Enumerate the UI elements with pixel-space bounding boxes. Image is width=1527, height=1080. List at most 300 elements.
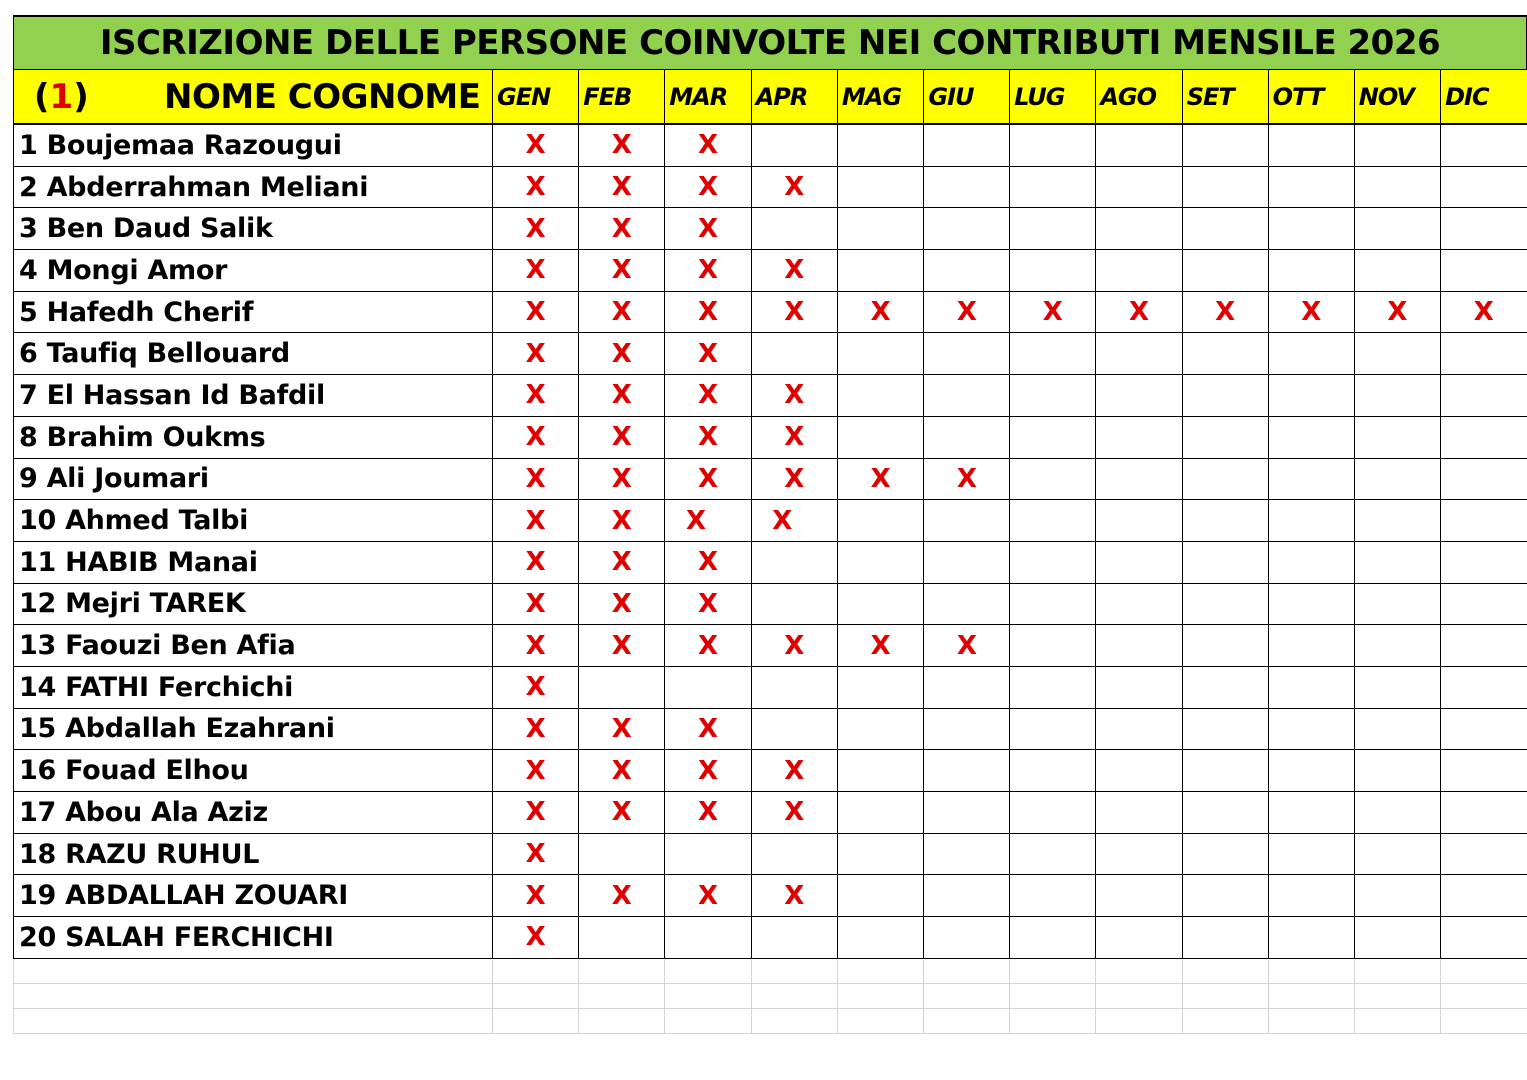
month-header-apr[interactable]: APR [751, 70, 837, 125]
month-cell-ago[interactable] [1096, 458, 1182, 500]
month-cell-ago[interactable] [1096, 708, 1182, 750]
month-cell-nov[interactable] [1354, 250, 1440, 292]
empty-cell[interactable] [1010, 983, 1096, 1008]
month-cell-dic[interactable] [1441, 583, 1527, 625]
month-cell-set[interactable] [1182, 708, 1268, 750]
empty-cell[interactable] [924, 958, 1010, 983]
person-name-cell[interactable]: 10 Ahmed Talbi [14, 500, 493, 542]
month-cell-set[interactable] [1182, 166, 1268, 208]
empty-cell[interactable] [579, 1008, 665, 1033]
month-cell-nov[interactable] [1354, 917, 1440, 959]
month-cell-apr[interactable] [751, 458, 837, 500]
month-cell-lug[interactable] [1010, 124, 1096, 166]
person-name-cell[interactable]: 2 Abderrahman Meliani [14, 166, 493, 208]
month-cell-giu[interactable] [924, 708, 1010, 750]
month-cell-set[interactable] [1182, 124, 1268, 166]
month-cell-dic[interactable] [1441, 541, 1527, 583]
month-cell-feb[interactable] [579, 333, 665, 375]
month-cell-ago[interactable] [1096, 166, 1182, 208]
month-cell-lug[interactable] [1010, 792, 1096, 834]
month-cell-set[interactable] [1182, 541, 1268, 583]
month-cell-ago[interactable] [1096, 375, 1182, 417]
month-cell-mag[interactable] [837, 750, 924, 792]
month-cell-giu[interactable] [924, 833, 1010, 875]
month-cell-dic[interactable] [1441, 500, 1527, 542]
month-cell-apr[interactable] [751, 124, 837, 166]
empty-cell[interactable] [14, 983, 493, 1008]
month-cell-nov[interactable] [1354, 833, 1440, 875]
month-header-giu[interactable]: GIU [924, 70, 1010, 125]
month-cell-nov[interactable] [1354, 792, 1440, 834]
month-cell-mag[interactable] [837, 541, 924, 583]
month-cell-apr[interactable] [751, 291, 837, 333]
month-cell-giu[interactable] [924, 917, 1010, 959]
month-cell-mag[interactable] [837, 124, 924, 166]
month-cell-apr[interactable] [751, 166, 837, 208]
month-cell-nov[interactable] [1354, 166, 1440, 208]
month-cell-apr[interactable] [751, 875, 837, 917]
month-cell-ott[interactable] [1268, 208, 1354, 250]
empty-cell[interactable] [837, 983, 924, 1008]
month-cell-set[interactable] [1182, 416, 1268, 458]
month-cell-mar[interactable] [665, 291, 751, 333]
month-cell-mag[interactable] [837, 792, 924, 834]
empty-cell[interactable] [1268, 983, 1354, 1008]
month-cell-dic[interactable] [1441, 666, 1527, 708]
month-cell-mar[interactable] [665, 666, 751, 708]
person-name-cell[interactable]: 7 El Hassan Id Bafdil [14, 375, 493, 417]
empty-cell[interactable] [1354, 958, 1440, 983]
person-name-cell[interactable]: 11 HABIB Manai [14, 541, 493, 583]
month-cell-lug[interactable] [1010, 708, 1096, 750]
month-cell-giu[interactable] [924, 250, 1010, 292]
month-cell-giu[interactable] [924, 750, 1010, 792]
month-cell-giu[interactable] [924, 500, 1010, 542]
month-cell-mag[interactable] [837, 250, 924, 292]
month-cell-gen[interactable] [493, 541, 579, 583]
name-column-header[interactable] [14, 70, 493, 125]
empty-cell[interactable] [579, 958, 665, 983]
month-cell-ott[interactable] [1268, 541, 1354, 583]
month-cell-set[interactable] [1182, 750, 1268, 792]
month-cell-dic[interactable] [1441, 416, 1527, 458]
month-cell-gen[interactable] [493, 333, 579, 375]
month-header-dic[interactable]: DIC [1441, 70, 1527, 125]
month-cell-dic[interactable] [1441, 124, 1527, 166]
month-cell-nov[interactable] [1354, 541, 1440, 583]
month-cell-mag[interactable] [837, 333, 924, 375]
month-cell-lug[interactable] [1010, 458, 1096, 500]
month-cell-gen[interactable] [493, 708, 579, 750]
month-cell-set[interactable] [1182, 333, 1268, 375]
month-cell-nov[interactable] [1354, 625, 1440, 667]
month-header-feb[interactable]: FEB [579, 70, 665, 125]
month-cell-gen[interactable] [493, 291, 579, 333]
empty-cell[interactable] [493, 958, 579, 983]
month-cell-gen[interactable] [493, 250, 579, 292]
month-cell-feb[interactable] [579, 875, 665, 917]
month-cell-giu[interactable] [924, 416, 1010, 458]
month-cell-feb[interactable] [579, 708, 665, 750]
month-cell-ott[interactable] [1268, 250, 1354, 292]
month-cell-nov[interactable] [1354, 875, 1440, 917]
month-cell-nov[interactable] [1354, 333, 1440, 375]
person-name-cell[interactable]: 14 FATHI Ferchichi [14, 666, 493, 708]
month-cell-mar[interactable] [665, 166, 751, 208]
empty-cell[interactable] [665, 983, 751, 1008]
month-cell-mar[interactable] [665, 875, 751, 917]
month-cell-giu[interactable] [924, 583, 1010, 625]
month-cell-giu[interactable] [924, 375, 1010, 417]
month-cell-giu[interactable] [924, 291, 1010, 333]
month-cell-feb[interactable] [579, 208, 665, 250]
month-cell-apr[interactable] [751, 250, 837, 292]
month-cell-nov[interactable] [1354, 124, 1440, 166]
month-cell-apr[interactable] [751, 541, 837, 583]
month-cell-feb[interactable] [579, 250, 665, 292]
month-cell-feb[interactable] [579, 458, 665, 500]
month-cell-mar[interactable] [665, 708, 751, 750]
empty-cell[interactable] [924, 1008, 1010, 1033]
month-cell-giu[interactable] [924, 541, 1010, 583]
month-cell-apr[interactable] [751, 375, 837, 417]
month-cell-mar[interactable] [665, 541, 751, 583]
empty-cell[interactable] [751, 958, 837, 983]
month-cell-mag[interactable] [837, 917, 924, 959]
month-cell-dic[interactable] [1441, 625, 1527, 667]
month-cell-gen[interactable] [493, 917, 579, 959]
month-cell-ago[interactable] [1096, 625, 1182, 667]
month-cell-apr[interactable] [751, 708, 837, 750]
month-cell-mar[interactable] [665, 583, 751, 625]
month-cell-ago[interactable] [1096, 333, 1182, 375]
month-cell-mar[interactable] [665, 750, 751, 792]
person-name-cell[interactable]: 1 Boujemaa Razougui [14, 124, 493, 166]
month-cell-apr[interactable] [751, 500, 837, 542]
month-cell-apr[interactable] [751, 792, 837, 834]
month-cell-lug[interactable] [1010, 833, 1096, 875]
month-cell-ago[interactable] [1096, 875, 1182, 917]
sheet-title[interactable]: ISCRIZIONE DELLE PERSONE COINVOLTE NEI CONTRIBUTI MENSILE 2026 [14, 16, 1527, 70]
month-cell-giu[interactable] [924, 458, 1010, 500]
empty-cell[interactable] [1096, 1008, 1182, 1033]
month-cell-set[interactable] [1182, 375, 1268, 417]
month-cell-apr[interactable] [751, 583, 837, 625]
month-cell-set[interactable] [1182, 917, 1268, 959]
empty-cell[interactable] [1096, 958, 1182, 983]
month-cell-ago[interactable] [1096, 500, 1182, 542]
month-cell-gen[interactable] [493, 375, 579, 417]
month-cell-ott[interactable] [1268, 416, 1354, 458]
person-name-cell[interactable]: 16 Fouad Elhou [14, 750, 493, 792]
month-cell-giu[interactable] [924, 875, 1010, 917]
empty-cell[interactable] [1010, 958, 1096, 983]
person-name-cell[interactable]: 12 Mejri TAREK [14, 583, 493, 625]
empty-cell[interactable] [837, 1008, 924, 1033]
month-cell-ago[interactable] [1096, 917, 1182, 959]
month-cell-ago[interactable] [1096, 416, 1182, 458]
month-cell-gen[interactable] [493, 124, 579, 166]
month-cell-gen[interactable] [493, 458, 579, 500]
month-cell-mar[interactable] [665, 208, 751, 250]
month-cell-feb[interactable] [579, 375, 665, 417]
month-cell-mar[interactable] [665, 917, 751, 959]
month-cell-ago[interactable] [1096, 666, 1182, 708]
empty-cell[interactable] [1441, 983, 1527, 1008]
empty-cell[interactable] [1182, 958, 1268, 983]
month-cell-ago[interactable] [1096, 291, 1182, 333]
month-cell-giu[interactable] [924, 792, 1010, 834]
month-cell-feb[interactable] [579, 750, 665, 792]
month-header-mag[interactable]: MAG [837, 70, 924, 125]
empty-cell[interactable] [1354, 1008, 1440, 1033]
month-cell-giu[interactable] [924, 208, 1010, 250]
month-cell-mar[interactable] [665, 124, 751, 166]
month-cell-mag[interactable] [837, 875, 924, 917]
month-header-mar[interactable]: MAR [665, 70, 751, 125]
month-cell-set[interactable] [1182, 583, 1268, 625]
month-cell-gen[interactable] [493, 583, 579, 625]
empty-cell[interactable] [751, 983, 837, 1008]
month-cell-dic[interactable] [1441, 291, 1527, 333]
month-cell-set[interactable] [1182, 250, 1268, 292]
month-cell-mag[interactable] [837, 583, 924, 625]
month-cell-dic[interactable] [1441, 708, 1527, 750]
month-cell-dic[interactable] [1441, 250, 1527, 292]
month-cell-ott[interactable] [1268, 375, 1354, 417]
month-header-nov[interactable]: NOV [1354, 70, 1440, 125]
month-cell-feb[interactable] [579, 917, 665, 959]
month-cell-mar[interactable] [665, 250, 751, 292]
person-name-cell[interactable]: 8 Brahim Oukms [14, 416, 493, 458]
person-name-cell[interactable]: 5 Hafedh Cherif [14, 291, 493, 333]
empty-cell[interactable] [14, 1008, 493, 1033]
month-cell-gen[interactable] [493, 792, 579, 834]
month-cell-nov[interactable] [1354, 208, 1440, 250]
month-cell-nov[interactable] [1354, 500, 1440, 542]
month-cell-ott[interactable] [1268, 124, 1354, 166]
person-name-cell[interactable]: 20 SALAH FERCHICHI [14, 917, 493, 959]
month-cell-mag[interactable] [837, 166, 924, 208]
month-cell-lug[interactable] [1010, 375, 1096, 417]
month-cell-feb[interactable] [579, 500, 665, 542]
month-cell-set[interactable] [1182, 500, 1268, 542]
month-cell-apr[interactable] [751, 917, 837, 959]
month-cell-dic[interactable] [1441, 750, 1527, 792]
person-name-cell[interactable]: 18 RAZU RUHUL [14, 833, 493, 875]
month-cell-set[interactable] [1182, 792, 1268, 834]
month-cell-ott[interactable] [1268, 166, 1354, 208]
month-cell-mag[interactable] [837, 416, 924, 458]
month-cell-lug[interactable] [1010, 291, 1096, 333]
month-cell-feb[interactable] [579, 416, 665, 458]
month-header-gen[interactable]: GEN [493, 70, 579, 125]
month-cell-gen[interactable] [493, 500, 579, 542]
month-cell-mar[interactable] [665, 375, 751, 417]
month-cell-gen[interactable] [493, 208, 579, 250]
month-header-ott[interactable]: OTT [1268, 70, 1354, 125]
month-cell-mag[interactable] [837, 833, 924, 875]
empty-cell[interactable] [1441, 958, 1527, 983]
month-cell-mag[interactable] [837, 458, 924, 500]
month-cell-ott[interactable] [1268, 875, 1354, 917]
month-cell-dic[interactable] [1441, 166, 1527, 208]
month-cell-feb[interactable] [579, 291, 665, 333]
empty-cell[interactable] [1182, 1008, 1268, 1033]
month-cell-gen[interactable] [493, 833, 579, 875]
month-cell-dic[interactable] [1441, 792, 1527, 834]
month-cell-ott[interactable] [1268, 917, 1354, 959]
month-cell-lug[interactable] [1010, 416, 1096, 458]
month-header-lug[interactable]: LUG [1010, 70, 1096, 125]
month-cell-mag[interactable] [837, 666, 924, 708]
person-name-cell[interactable]: 19 ABDALLAH ZOUARI [14, 875, 493, 917]
empty-cell[interactable] [493, 983, 579, 1008]
month-cell-apr[interactable] [751, 666, 837, 708]
month-cell-gen[interactable] [493, 166, 579, 208]
month-cell-giu[interactable] [924, 124, 1010, 166]
empty-cell[interactable] [1354, 983, 1440, 1008]
month-cell-mar[interactable] [665, 333, 751, 375]
month-cell-lug[interactable] [1010, 666, 1096, 708]
month-cell-gen[interactable] [493, 666, 579, 708]
month-cell-mar[interactable] [665, 625, 751, 667]
month-cell-ott[interactable] [1268, 833, 1354, 875]
month-cell-giu[interactable] [924, 625, 1010, 667]
empty-cell[interactable] [579, 983, 665, 1008]
month-cell-lug[interactable] [1010, 583, 1096, 625]
month-cell-nov[interactable] [1354, 750, 1440, 792]
month-cell-ott[interactable] [1268, 333, 1354, 375]
month-cell-giu[interactable] [924, 333, 1010, 375]
empty-cell[interactable] [14, 958, 493, 983]
month-cell-apr[interactable] [751, 833, 837, 875]
month-cell-mar[interactable] [665, 500, 751, 542]
month-cell-nov[interactable] [1354, 583, 1440, 625]
month-cell-apr[interactable] [751, 750, 837, 792]
month-cell-ago[interactable] [1096, 250, 1182, 292]
month-cell-mag[interactable] [837, 291, 924, 333]
person-name-cell[interactable]: 17 Abou Ala Aziz [14, 792, 493, 834]
month-cell-lug[interactable] [1010, 333, 1096, 375]
empty-cell[interactable] [1096, 983, 1182, 1008]
month-cell-ago[interactable] [1096, 541, 1182, 583]
month-cell-ott[interactable] [1268, 750, 1354, 792]
month-cell-set[interactable] [1182, 833, 1268, 875]
month-cell-feb[interactable] [579, 666, 665, 708]
empty-cell[interactable] [1010, 1008, 1096, 1033]
month-cell-lug[interactable] [1010, 875, 1096, 917]
month-cell-lug[interactable] [1010, 250, 1096, 292]
month-cell-gen[interactable] [493, 875, 579, 917]
month-cell-giu[interactable] [924, 666, 1010, 708]
month-cell-nov[interactable] [1354, 666, 1440, 708]
month-cell-dic[interactable] [1441, 917, 1527, 959]
month-cell-set[interactable] [1182, 875, 1268, 917]
month-cell-dic[interactable] [1441, 208, 1527, 250]
month-cell-feb[interactable] [579, 625, 665, 667]
month-cell-ago[interactable] [1096, 124, 1182, 166]
month-cell-ott[interactable] [1268, 500, 1354, 542]
person-name-cell[interactable]: 4 Mongi Amor [14, 250, 493, 292]
month-cell-ott[interactable] [1268, 625, 1354, 667]
month-cell-set[interactable] [1182, 458, 1268, 500]
month-cell-mag[interactable] [837, 708, 924, 750]
month-cell-nov[interactable] [1354, 291, 1440, 333]
month-cell-ott[interactable] [1268, 708, 1354, 750]
month-cell-dic[interactable] [1441, 833, 1527, 875]
month-cell-apr[interactable] [751, 625, 837, 667]
month-cell-nov[interactable] [1354, 375, 1440, 417]
month-cell-feb[interactable] [579, 541, 665, 583]
month-cell-ott[interactable] [1268, 291, 1354, 333]
empty-cell[interactable] [665, 958, 751, 983]
month-cell-ago[interactable] [1096, 750, 1182, 792]
empty-cell[interactable] [924, 983, 1010, 1008]
month-cell-mar[interactable] [665, 416, 751, 458]
month-cell-mag[interactable] [837, 375, 924, 417]
month-cell-mag[interactable] [837, 625, 924, 667]
month-cell-apr[interactable] [751, 416, 837, 458]
month-cell-gen[interactable] [493, 625, 579, 667]
month-cell-ott[interactable] [1268, 792, 1354, 834]
month-cell-ott[interactable] [1268, 458, 1354, 500]
month-cell-nov[interactable] [1354, 708, 1440, 750]
empty-cell[interactable] [665, 1008, 751, 1033]
month-cell-feb[interactable] [579, 792, 665, 834]
empty-cell[interactable] [751, 1008, 837, 1033]
empty-cell[interactable] [1268, 958, 1354, 983]
month-header-set[interactable]: SET [1182, 70, 1268, 125]
month-cell-lug[interactable] [1010, 541, 1096, 583]
empty-cell[interactable] [837, 958, 924, 983]
month-cell-nov[interactable] [1354, 416, 1440, 458]
month-cell-lug[interactable] [1010, 166, 1096, 208]
month-cell-gen[interactable] [493, 750, 579, 792]
month-cell-dic[interactable] [1441, 875, 1527, 917]
month-cell-feb[interactable] [579, 833, 665, 875]
month-cell-ott[interactable] [1268, 583, 1354, 625]
month-cell-dic[interactable] [1441, 458, 1527, 500]
month-cell-lug[interactable] [1010, 917, 1096, 959]
person-name-cell[interactable]: 15 Abdallah Ezahrani [14, 708, 493, 750]
month-header-ago[interactable]: AGO [1096, 70, 1182, 125]
month-cell-feb[interactable] [579, 166, 665, 208]
month-cell-mag[interactable] [837, 208, 924, 250]
month-cell-dic[interactable] [1441, 375, 1527, 417]
empty-cell[interactable] [493, 1008, 579, 1033]
month-cell-nov[interactable] [1354, 458, 1440, 500]
empty-cell[interactable] [1268, 1008, 1354, 1033]
month-cell-set[interactable] [1182, 291, 1268, 333]
month-cell-mar[interactable] [665, 458, 751, 500]
month-cell-apr[interactable] [751, 333, 837, 375]
month-cell-mag[interactable] [837, 500, 924, 542]
month-cell-giu[interactable] [924, 166, 1010, 208]
month-cell-ago[interactable] [1096, 208, 1182, 250]
month-cell-lug[interactable] [1010, 208, 1096, 250]
month-cell-set[interactable] [1182, 666, 1268, 708]
month-cell-ago[interactable] [1096, 833, 1182, 875]
month-cell-mar[interactable] [665, 833, 751, 875]
month-cell-dic[interactable] [1441, 333, 1527, 375]
month-cell-lug[interactable] [1010, 625, 1096, 667]
month-cell-set[interactable] [1182, 625, 1268, 667]
month-cell-feb[interactable] [579, 583, 665, 625]
empty-cell[interactable] [1441, 1008, 1527, 1033]
person-name-cell[interactable]: 13 Faouzi Ben Afia [14, 625, 493, 667]
month-cell-mar[interactable] [665, 792, 751, 834]
